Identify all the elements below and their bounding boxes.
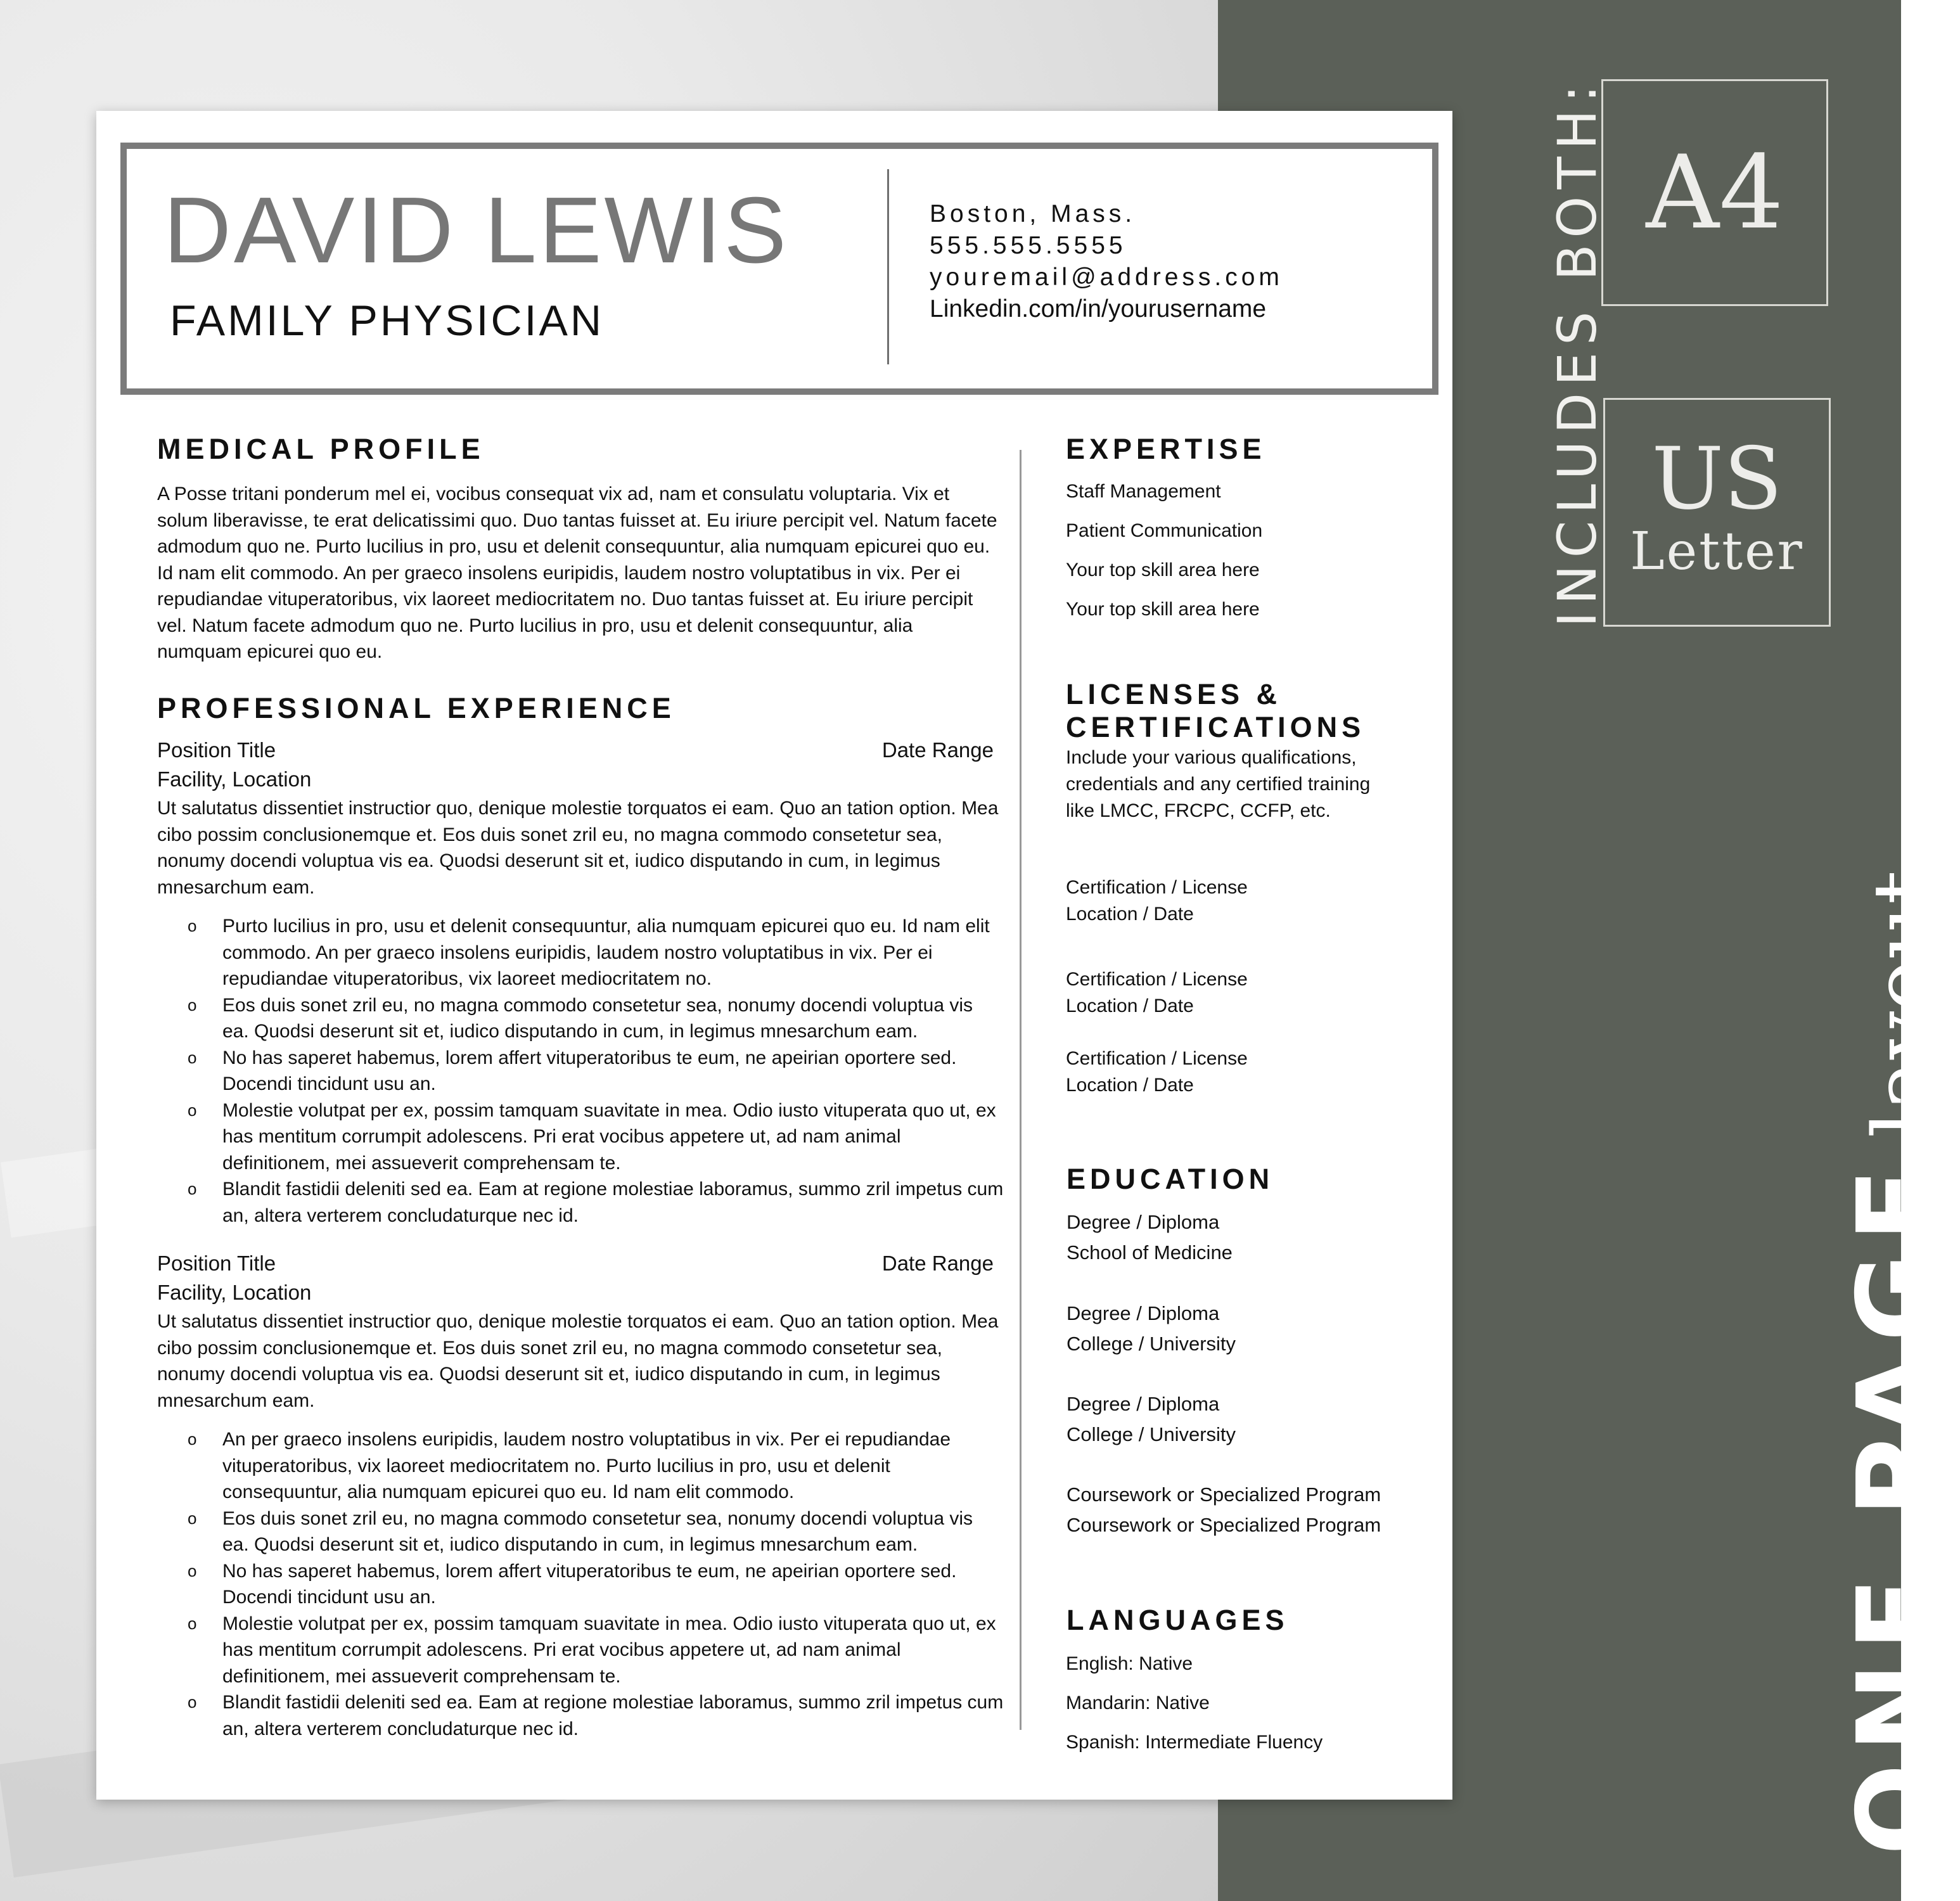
list-item: Patient Communication — [1066, 520, 1263, 541]
license-detail: Location / Date — [1066, 904, 1194, 925]
a4-badge — [1601, 79, 1828, 306]
list-item: Mandarin: Native — [1066, 1693, 1210, 1713]
list-item: o Molestie volutpat per ex, possim tamquam suavitate in mea. Odio iusto vituperata quo ut, ex has mentitum corrumpit adolescens. Pri erat vocibus appetere ut, ad nam animal definitionem, mei assueverit comprehensam te. — [188, 1099, 996, 1174]
license-item — [1066, 1046, 1248, 1099]
expertise-list — [1066, 478, 1262, 636]
header-box — [120, 143, 1438, 395]
education-school: College / University — [1066, 1333, 1236, 1355]
education-item — [1066, 1389, 1236, 1450]
one-page-text: ONE PAGE — [1835, 1156, 1960, 1855]
licenses-heading — [1066, 678, 1365, 744]
licenses-heading-line: LICENSES & — [1066, 678, 1282, 710]
list-item: o Blandit fastidii deleniti sed ea. Eam at regione molestiae laboramus, summo zril impetus cum an, altera verterem concludaturque nec id. — [188, 1179, 1004, 1226]
job-facility: Facility, Location — [157, 767, 312, 791]
education-heading: EDUCATION — [1066, 1163, 1274, 1195]
licenses-intro — [1066, 745, 1370, 824]
list-item: o Eos duis sonet zril eu, no magna commodo consetetur sea, nonumy docendi voluptua vis ea. Quodsi deserunt sit et, iudico disputando in cum, in legimus mnesarchum eam. — [188, 994, 973, 1042]
profile-text: A Posse tritani ponderum mel ei, vocibus consequat vix ad, nam et consulatu voluptaria. Vix et solum liberavisse, te erat delicatissimi quo. Duo tantas fuisset at. Eu iriure percipit vel. Natum facete admodum quo ne. Purto lucilius in pro, usu et delenit consequuntur, alia numquam epicurei quo eu. Id nam elit commodo. An per graeco insolens euripidis, laudem nostro voluptatibus in vix. Per ei repudiandae vituperatoribus, vix laoreet mediocritatem no. Duo tantas fuisset at. Eu iriure percipit vel. Natum facete admodum quo ne. Purto lucilius in pro, usu et delenit consequuntur, alia numquam epicurei quo eu. — [157, 483, 997, 662]
candidate-title: FAMILY PHYSICIAN — [170, 297, 604, 345]
job-facility: Facility, Location — [157, 1281, 312, 1304]
education-school: School of Medicine — [1066, 1241, 1233, 1264]
candidate-name: DAVID LEWIS — [163, 178, 789, 283]
resume-page — [96, 111, 1452, 1800]
contact-info — [930, 198, 1283, 325]
intro-line: credentials and any certified training — [1066, 774, 1371, 795]
a4-badge-text: A4 — [1646, 133, 1784, 252]
job-date: Date Range — [881, 738, 994, 762]
contact-linkedin: Linkedin.com/in/yourusername — [930, 295, 1267, 323]
education-degree: Degree / Diploma — [1066, 1211, 1220, 1233]
contact-phone: 555.555.5555 — [930, 232, 1127, 259]
licenses-heading-line: CERTIFICATIONS — [1066, 711, 1366, 743]
license-name: Certification / License — [1066, 969, 1248, 990]
profile-heading: MEDICAL PROFILE — [157, 433, 485, 465]
job-summary: Ut salutatus dissentiet instructior quo, denique molestie torquatos ei eam. Quo an tation option. Mea cibo possim conclusionemque et. Eos duis sonet zril eu, no magna commodo consetetur sea, nonumy docendi voluptua vis ea. Quodsi deserunt sit et, iudico disputando in cum, in legimus mnesarchum eam. — [157, 1311, 999, 1411]
contact-email: youremail@address.com — [930, 264, 1283, 291]
expertise-heading: EXPERTISE — [1066, 433, 1266, 465]
header-divider — [887, 169, 889, 364]
job-2-bullets — [186, 1426, 1004, 1742]
job-1-bullets — [186, 913, 1004, 1229]
column-divider — [1020, 450, 1022, 1730]
list-item: English: Native — [1066, 1653, 1193, 1674]
list-item: o An per graeco insolens euripidis, laudem nostro voluptatibus in vix. Per ei repudiandae vituperatoribus, vix laoreet mediocritatem no. Purto lucilius in pro, usu et delenit consequuntur, alia numquam epicurei quo eu. Id nam elit commodo. — [188, 1429, 951, 1502]
languages-heading: LANGUAGES — [1066, 1604, 1289, 1636]
education-item — [1066, 1480, 1381, 1540]
job-date: Date Range — [881, 1251, 994, 1275]
license-item — [1066, 874, 1248, 928]
list-item: Staff Management — [1066, 481, 1221, 502]
job-position: Position Title — [157, 1251, 276, 1275]
education-degree: Degree / Diploma — [1066, 1393, 1220, 1415]
license-name: Certification / License — [1066, 877, 1248, 898]
list-item: o Molestie volutpat per ex, possim tamquam suavitate in mea. Odio iusto vituperata quo ut, ex has mentitum corrumpit adolescens. Pri erat vocibus appetere ut, ad nam animal definitionem, mei assueverit comprehensam te. — [188, 1613, 996, 1687]
us-letter-badge — [1603, 398, 1831, 627]
license-detail: Location / Date — [1066, 1075, 1194, 1096]
intro-line: like LMCC, FRCPC, CCFP, etc. — [1066, 800, 1331, 821]
job-1-header — [157, 738, 994, 762]
list-item: o Purto lucilius in pro, usu et delenit consequuntur, alia numquam epicurei quo eu. Id nam elit commodo. An per graeco insolens euripidis, laudem nostro voluptatibus in vix. Per ei repudiandae vituperatoribus, vix laoreet mediocritatem no. — [188, 916, 990, 989]
experience-heading: PROFESSIONAL EXPERIENCE — [157, 692, 676, 724]
intro-line: Include your various qualifications, — [1066, 747, 1357, 768]
education-item — [1066, 1207, 1233, 1268]
education-school: College / University — [1066, 1423, 1236, 1445]
license-detail: Location / Date — [1066, 995, 1194, 1016]
includes-both-label: INCLUDES BOTH: — [1546, 77, 1608, 627]
languages-list — [1066, 1651, 1323, 1769]
list-item: o Eos duis sonet zril eu, no magna commodo consetetur sea, nonumy docendi voluptua vis ea. Quodsi deserunt sit et, iudico disputando in cum, in legimus mnesarchum eam. — [188, 1507, 973, 1555]
education-school: Coursework or Specialized Program — [1066, 1514, 1381, 1536]
us-badge-text: US — [1651, 429, 1783, 528]
list-item: o No has saperet habemus, lorem affert vituperatoribus te eum, ne apeirian oportere sed. Docendi tincidunt usu an. — [188, 1047, 957, 1094]
education-degree: Coursework or Specialized Program — [1066, 1483, 1381, 1506]
education-item — [1066, 1298, 1236, 1359]
license-item — [1066, 966, 1248, 1020]
layout-text: layout — [1855, 870, 1954, 1138]
list-item: Spanish: Intermediate Fluency — [1066, 1732, 1323, 1753]
contact-location: Boston, Mass. — [930, 200, 1136, 227]
job-summary: Ut salutatus dissentiet instructior quo, denique molestie torquatos ei eam. Quo an tation option. Mea cibo possim conclusionemque et. Eos duis sonet zril eu, no magna commodo consetetur sea, nonumy docendi voluptua vis ea. Quodsi deserunt sit et, iudico disputando in cum, in legimus mnesarchum eam. — [157, 798, 999, 898]
education-degree: Degree / Diploma — [1066, 1302, 1220, 1324]
list-item: o Blandit fastidii deleniti sed ea. Eam at regione molestiae laboramus, summo zril impetus cum an, altera verterem concludaturque nec id. — [188, 1692, 1004, 1739]
one-page-layout-label — [1835, 870, 1960, 1855]
license-name: Certification / License — [1066, 1048, 1248, 1069]
job-position: Position Title — [157, 738, 276, 762]
list-item: Your top skill area here — [1066, 560, 1260, 580]
list-item: o No has saperet habemus, lorem affert vituperatoribus te eum, ne apeirian oportere sed. Docendi tincidunt usu an. — [188, 1560, 957, 1608]
list-item: Your top skill area here — [1066, 599, 1260, 620]
job-2-header — [157, 1251, 994, 1276]
letter-badge-text: Letter — [1630, 522, 1804, 582]
